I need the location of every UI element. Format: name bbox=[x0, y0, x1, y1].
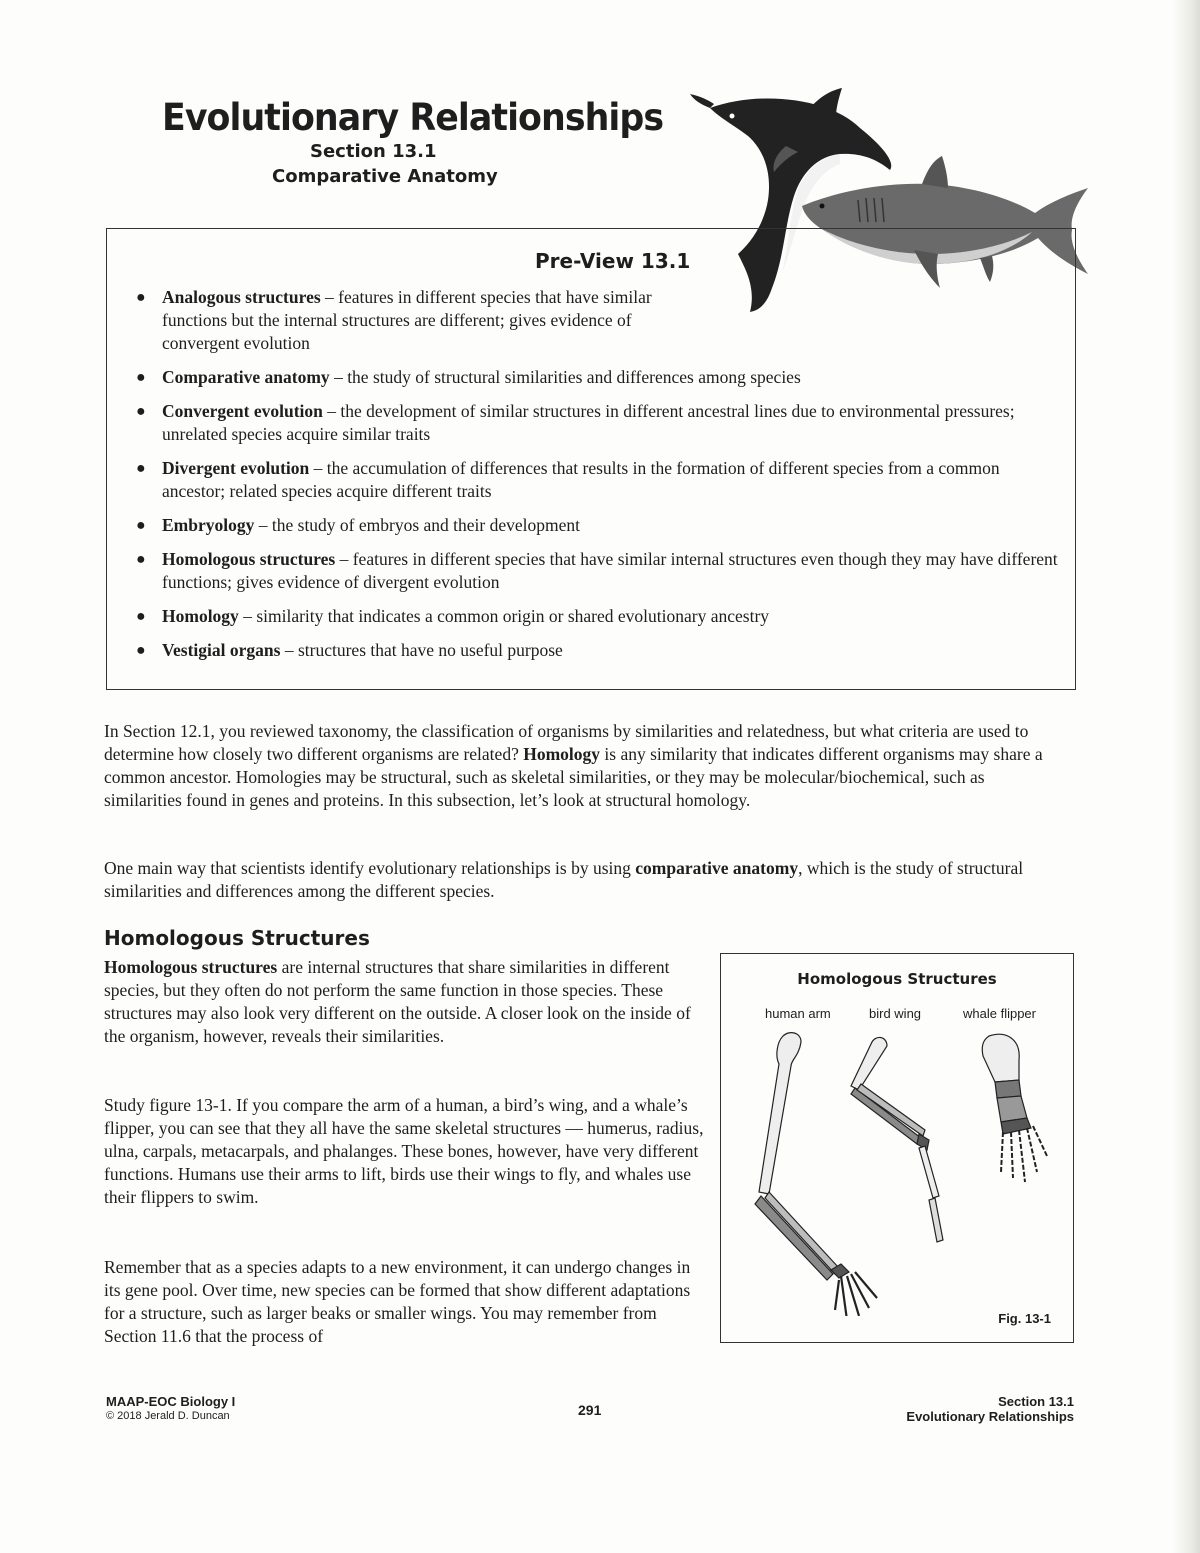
term-definition: – features in different species that have similar functions but the internal structures are different; gives evidence of convergent evolution bbox=[162, 287, 652, 353]
whale-flipper-bones bbox=[982, 1034, 1047, 1182]
scan-edge-shadow bbox=[1172, 0, 1200, 1553]
text-run: are internal structures that share similarities in different species, but they often do not perform the same function in those species. These structures may also look very different on the outside. A closer look on the inside of the organism, however, reveals their similarities. bbox=[104, 957, 691, 1046]
term-word: Analogous structures bbox=[162, 287, 321, 307]
term-definition: – features in different species that have similar internal structures even though they may have different functions; gives evidence of divergent evolution bbox=[162, 549, 1058, 592]
label-whale-flipper: whale flipper bbox=[963, 1006, 1036, 1021]
term-word: Homology bbox=[162, 606, 239, 626]
term-definition: – the study of structural similarities and differences among species bbox=[329, 367, 801, 387]
text-run: One main way that scientists identify evolutionary relationships is by using bbox=[104, 858, 636, 878]
intro-paragraph-2 bbox=[104, 857, 1054, 903]
section-heading: Homologous Structures bbox=[104, 926, 370, 950]
footer-section bbox=[906, 1394, 1074, 1424]
bullet-icon: ● bbox=[136, 289, 146, 306]
bold-term: comparative anatomy bbox=[635, 858, 799, 878]
course-name: MAAP-EOC Biology I bbox=[106, 1394, 236, 1409]
bold-term: Homology bbox=[523, 744, 601, 764]
page-number: 291 bbox=[578, 1402, 602, 1418]
preview-heading: Pre-View 13.1 bbox=[535, 249, 691, 273]
bullet-icon: ● bbox=[136, 403, 146, 420]
bird-wing-bones bbox=[851, 1037, 943, 1242]
figure-caption: Fig. 13-1 bbox=[998, 1311, 1051, 1326]
bold-term: Homologous structures bbox=[104, 957, 278, 977]
term-word: Divergent evolution bbox=[162, 458, 310, 478]
list-item bbox=[132, 286, 702, 355]
term-word: Homologous structures bbox=[162, 549, 336, 569]
figure-13-1 bbox=[720, 953, 1074, 1343]
homologous-paragraph-3: Remember that as a species adapts to a new environment, it can undergo changes in its gene pool. Over time, new species can be formed that show different adaptations for a structure, such as larger beaks or smaller wings. You may remember from Section 11.6 that the process of bbox=[104, 1257, 691, 1346]
term-definition: – the accumulation of differences that results in the formation of different species from a common ancestor; related species acquire different traits bbox=[162, 458, 1000, 501]
bullet-icon: ● bbox=[136, 551, 146, 568]
list-item bbox=[132, 639, 1062, 662]
list-item bbox=[132, 548, 1062, 594]
bullet-icon: ● bbox=[136, 369, 146, 386]
text-run: , which is the study of structural similarities and differences among the different species. bbox=[104, 858, 1024, 901]
term-definition: – similarity that indicates a common origin or shared evolutionary ancestry bbox=[238, 606, 770, 626]
term-word: Embryology bbox=[162, 515, 255, 535]
vocabulary-list bbox=[132, 286, 1062, 673]
bullet-icon: ● bbox=[136, 517, 146, 534]
bullet-icon: ● bbox=[136, 642, 146, 659]
section-name: Comparative Anatomy bbox=[272, 166, 498, 187]
text-run: In Section 12.1, you reviewed taxonomy, the classification of organisms by similarities and relatedness, but what criteria are used to determine how closely two different organisms are related? bbox=[104, 721, 1029, 764]
intro-paragraph-1 bbox=[104, 720, 1054, 812]
list-item bbox=[132, 605, 1062, 628]
term-word: Convergent evolution bbox=[162, 401, 323, 421]
term-definition: – structures that have no useful purpose bbox=[280, 640, 563, 660]
footer-course bbox=[106, 1394, 235, 1422]
list-item bbox=[132, 366, 1062, 389]
figure-title: Homologous Structures bbox=[797, 970, 997, 988]
homologous-paragraph-2: Study figure 13-1. If you compare the arm of a human, a bird’s wing, and a whale’s flipper, you can see that they all have the same skeletal structures — humerus, radius, ulna, carpals, metacarpals, and phalanges. These bones, however, have very different functions. Humans use their arms to lift, birds use their wings to fly, and whales use their flippers to swim. bbox=[104, 1095, 704, 1207]
list-item bbox=[132, 400, 1062, 446]
section-number: Section 13.1 bbox=[310, 141, 437, 162]
footer-section-title: Evolutionary Relationships bbox=[906, 1409, 1074, 1424]
term-definition: – the study of embryos and their development bbox=[254, 515, 580, 535]
homologous-paragraph-1 bbox=[104, 956, 704, 1048]
list-item bbox=[132, 457, 1062, 503]
list-item bbox=[132, 514, 1062, 537]
term-word: Vestigial organs bbox=[162, 640, 281, 660]
label-bird-wing: bird wing bbox=[869, 1006, 922, 1021]
bullet-icon: ● bbox=[136, 460, 146, 477]
footer-section-number: Section 13.1 bbox=[998, 1394, 1074, 1409]
label-human-arm: human arm bbox=[765, 1006, 831, 1021]
term-word: Comparative anatomy bbox=[162, 367, 330, 387]
bullet-icon: ● bbox=[136, 608, 146, 625]
term-definition: – the development of similar structures in different ancestral lines due to environmental pressures; unrelated species acquire similar traits bbox=[162, 401, 1015, 444]
page-title: Evolutionary Relationships bbox=[162, 96, 664, 139]
homologous-bones-diagram bbox=[721, 1026, 1073, 1316]
copyright-notice: © 2018 Jerald D. Duncan bbox=[106, 1410, 230, 1422]
text-run: is any similarity that indicates different organisms may share a common ancestor. Homologies may be structural, such as skeletal similarities, or they may be molecular/biochemical, such as similarities found in genes and proteins. In this subsection, let’s look at structural homology. bbox=[104, 744, 1043, 810]
